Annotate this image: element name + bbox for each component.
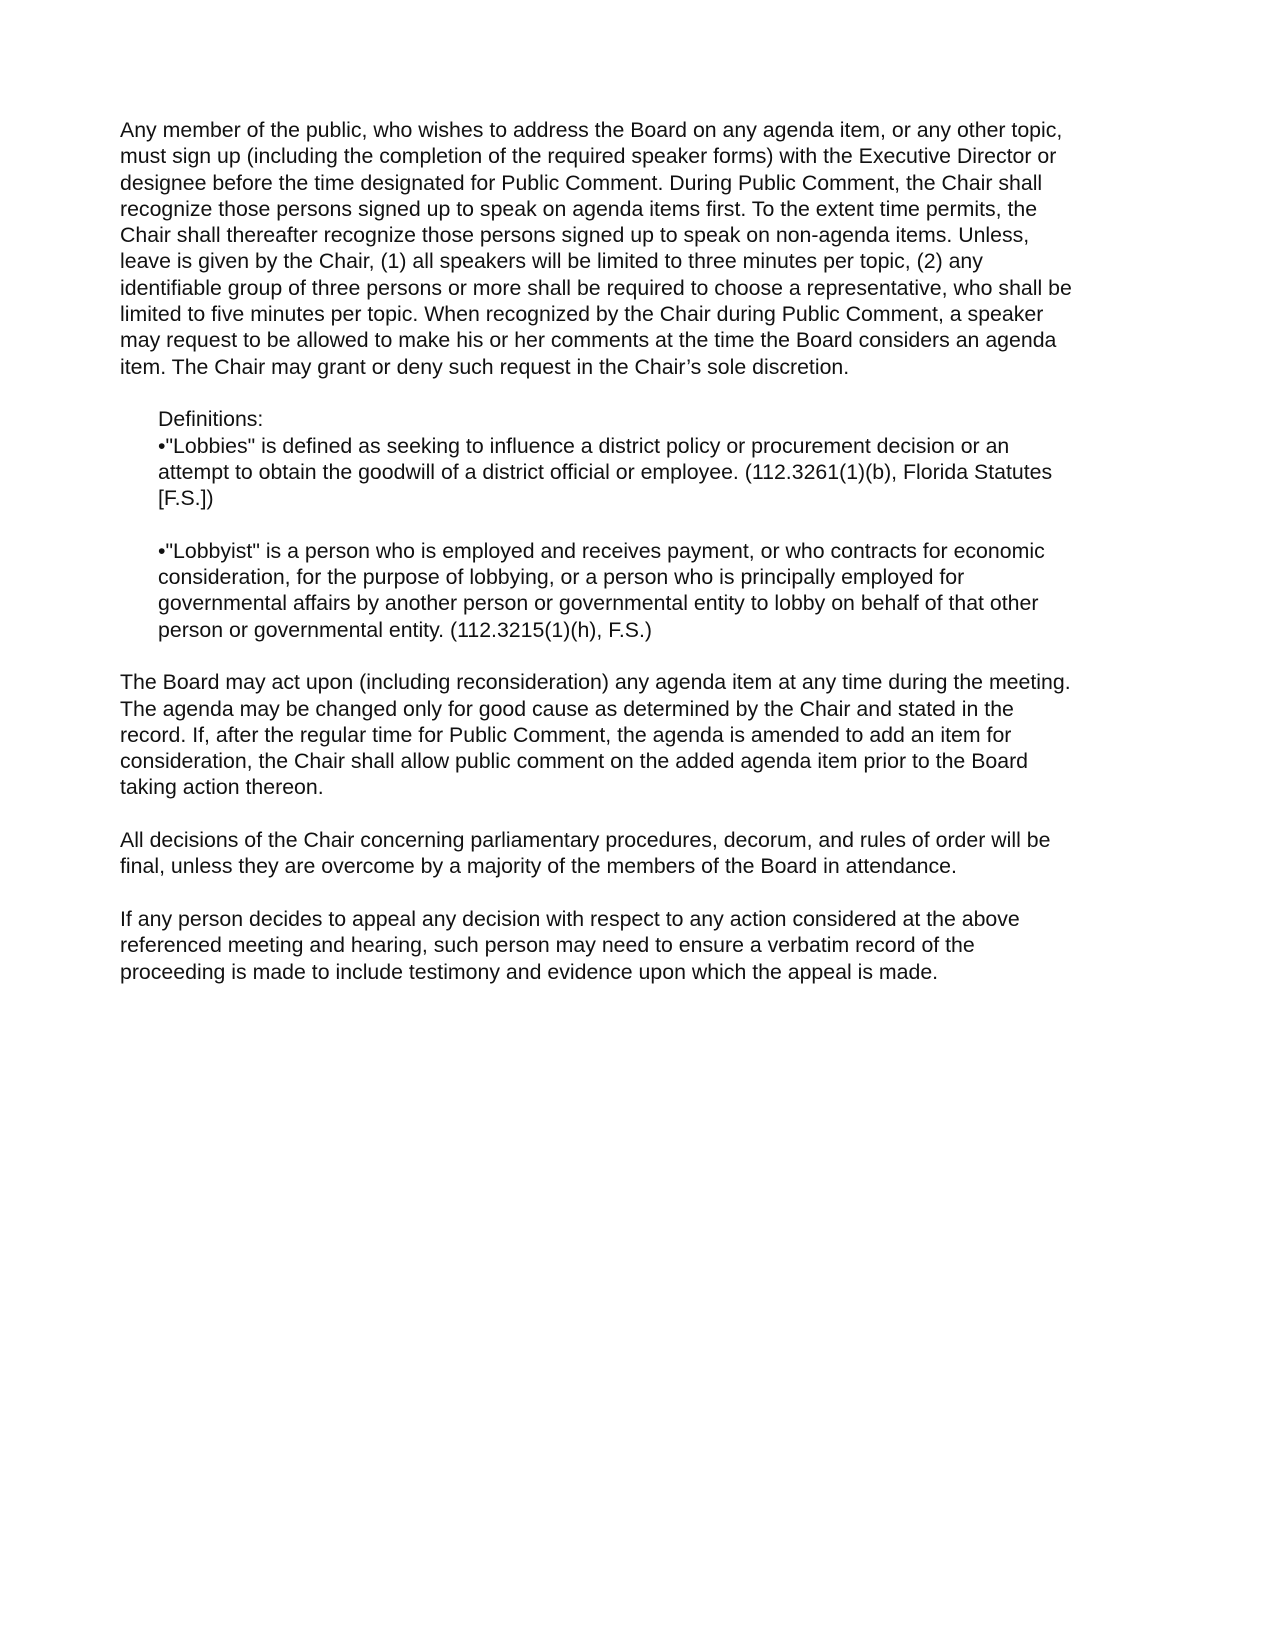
public-comment-paragraph: Any member of the public, who wishes to address the Board on any agenda item, or any other topic, must sign up (including the completion of the required speaker forms) with the Executive Director or designee before the time designated for Public Comment. During Public Comment, the Chair shall recognize those persons signed up to speak on agenda items first. To the extent time permits, the Chair shall thereafter recognize those persons signed up to speak on non-agenda items. Unless, leave is given by the Chair, (1) all speakers will be limited to three minutes per topic, (2) any identifiable group of three persons or more shall be required to choose a representative, who shall be limited to five minutes per topic. When recognized by the Chair during Public Comment, a speaker may request to be allowed to make his or her comments at the time the Board considers an agenda item. The Chair may grant or deny such request in the Chair’s sole discretion.: [120, 118, 1072, 379]
definitions-heading: Definitions:: [158, 407, 264, 432]
chair-decisions-paragraph: All decisions of the Chair concerning parliamentary procedures, decorum, and rules of order will be final, unless they are overcome by a majority of the members of the Board in attendance.: [120, 828, 1051, 879]
definitions-section: [158, 406, 1150, 643]
appeal-paragraph: If any person decides to appeal any decision with respect to any action considered at the above referenced meeting and hearing, such person may need to ensure a verbatim record of the proceeding is made to include testimony and evidence upon which the appeal is made.: [120, 906, 1020, 984]
document-page: [120, 117, 1150, 1011]
board-action-paragraph: The Board may act upon (including reconsideration) any agenda item at any time during the meeting. The agenda may be changed only for good cause as determined by the Chair and stated in the record. If, after the regular time for Public Comment, the agenda is amended to add an item for consideration, the Chair shall allow public comment on the added agenda item prior to the Board taking action thereon.: [120, 670, 1071, 800]
definition-lobbyist: •"Lobbyist" is a person who is employed and receives payment, or who contracts for economic consideration, for the purpose of lobbying, or a person who is principally employed for governmental affairs by another person or governmental entity to lobby on behalf of that other person or governmental entity. (112.3215(1)(h), F.S.): [158, 538, 1045, 642]
definition-lobbies: •"Lobbies" is defined as seeking to influence a district policy or procurement decision or an attempt to obtain the goodwill of a district official or employee. (112.3261(1)(b), Florida Statutes [F.S.]): [158, 433, 1053, 511]
